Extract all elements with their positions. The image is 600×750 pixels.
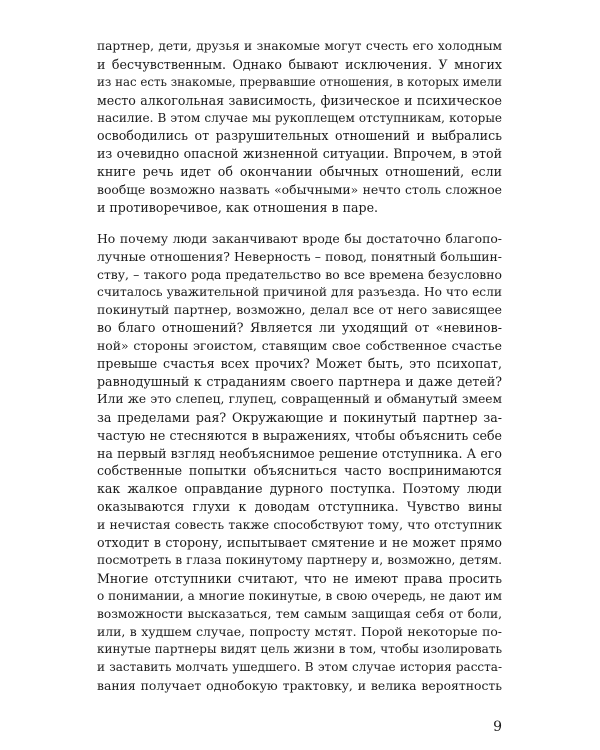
text-line: и бесчувственным. Однако бывают исключения. У многих	[97, 56, 502, 72]
text-line: вания получает однобокую трактовку, и велика вероятность	[97, 678, 502, 694]
text-line: освободились от разрушительных отношений и выбрались	[97, 128, 502, 144]
text-line: как жалкое оправдание дурного поступка. Поэтому люди	[97, 481, 502, 497]
text-line: оказываются глухи к доводам отступника. Чувство вины	[97, 499, 502, 515]
text-line: Но почему люди заканчивают вроде бы достаточно благопо-	[97, 230, 502, 246]
text-line: о понимании, а многие покинутые, в свою очередь, не дают им	[97, 588, 502, 603]
text-line: во благо отношений? Является ли уходящий от «невинов-	[97, 320, 502, 336]
text-line: из нас есть знакомые, прервавшие отношения, в которых имели	[97, 74, 502, 89]
page-number: 9	[493, 719, 502, 735]
text-line: и противоречивое, как отношения в паре.	[97, 200, 379, 215]
text-line: отходит в сторону, испытывает смятение и не может прямо	[97, 535, 502, 550]
text-line: за пределами рая? Окружающие и покинутый партнер за-	[97, 409, 502, 425]
text-line: Многие отступники считают, что не имеют права просить	[97, 570, 502, 586]
text-line: считалось уважительной причиной для разъезда. Но что если	[97, 284, 502, 299]
text-line: превыше счастья всех прочих? Может быть, это психопат,	[97, 356, 502, 372]
text-line: собственные попытки объясниться часто воспринимаются	[97, 463, 502, 479]
text-line: насилие. В этом случае мы рукоплещем отступникам, которые	[97, 110, 502, 125]
text-line: равнодушный к страданиям своего партнера и даже детей?	[97, 374, 502, 389]
text-line: или, в худшем случае, попросту мстят. Порой некоторые по-	[97, 624, 502, 640]
text-line: покинутый партнер, возможно, делал все от него зависящее	[97, 302, 502, 318]
text-line: Или же это слепец, глупец, совращенный и обманутый змеем	[97, 391, 502, 406]
text-line: ству, – такого рода предательство во все времена безусловно	[97, 266, 502, 282]
text-line: лучные отношения? Неверность – повод, понятный большин-	[97, 248, 502, 264]
text-line: из очевидно опасной жизненной ситуации. Впрочем, в этой	[97, 146, 502, 162]
text-line: партнер, дети, друзья и знакомые могут счесть его холодным	[97, 39, 502, 53]
text-line: и нечистая совесть также способствуют тому, что отступник	[97, 517, 502, 533]
text-line: место алкогольная зависимость, физическое и психическое	[97, 92, 502, 108]
text-line: вообще возможно назвать «обычными» нечто столь сложное	[97, 182, 502, 198]
text-line: книге речь идет об окончании обычных отношений, если	[97, 164, 502, 180]
text-line: кинутые партнеры видят цель жизни в том, чтобы изолировать	[97, 642, 502, 657]
text-line: посмотреть в глаза покинутому партнеру и, возможно, детям.	[97, 552, 502, 567]
text-line: и заставить молчать ушедшего. В этом случае история расста-	[97, 660, 502, 675]
text-line: возможности высказаться, тем самым защищая себя от боли,	[97, 606, 502, 621]
text-line: на первый взгляд необъяснимое решение отступника. А его	[97, 445, 502, 461]
text-line: ной» стороны эгоистом, ставящим свое собственное счастье	[97, 338, 502, 354]
text-line: частую не стесняются в выражениях, чтобы объяснить себе	[97, 427, 502, 443]
